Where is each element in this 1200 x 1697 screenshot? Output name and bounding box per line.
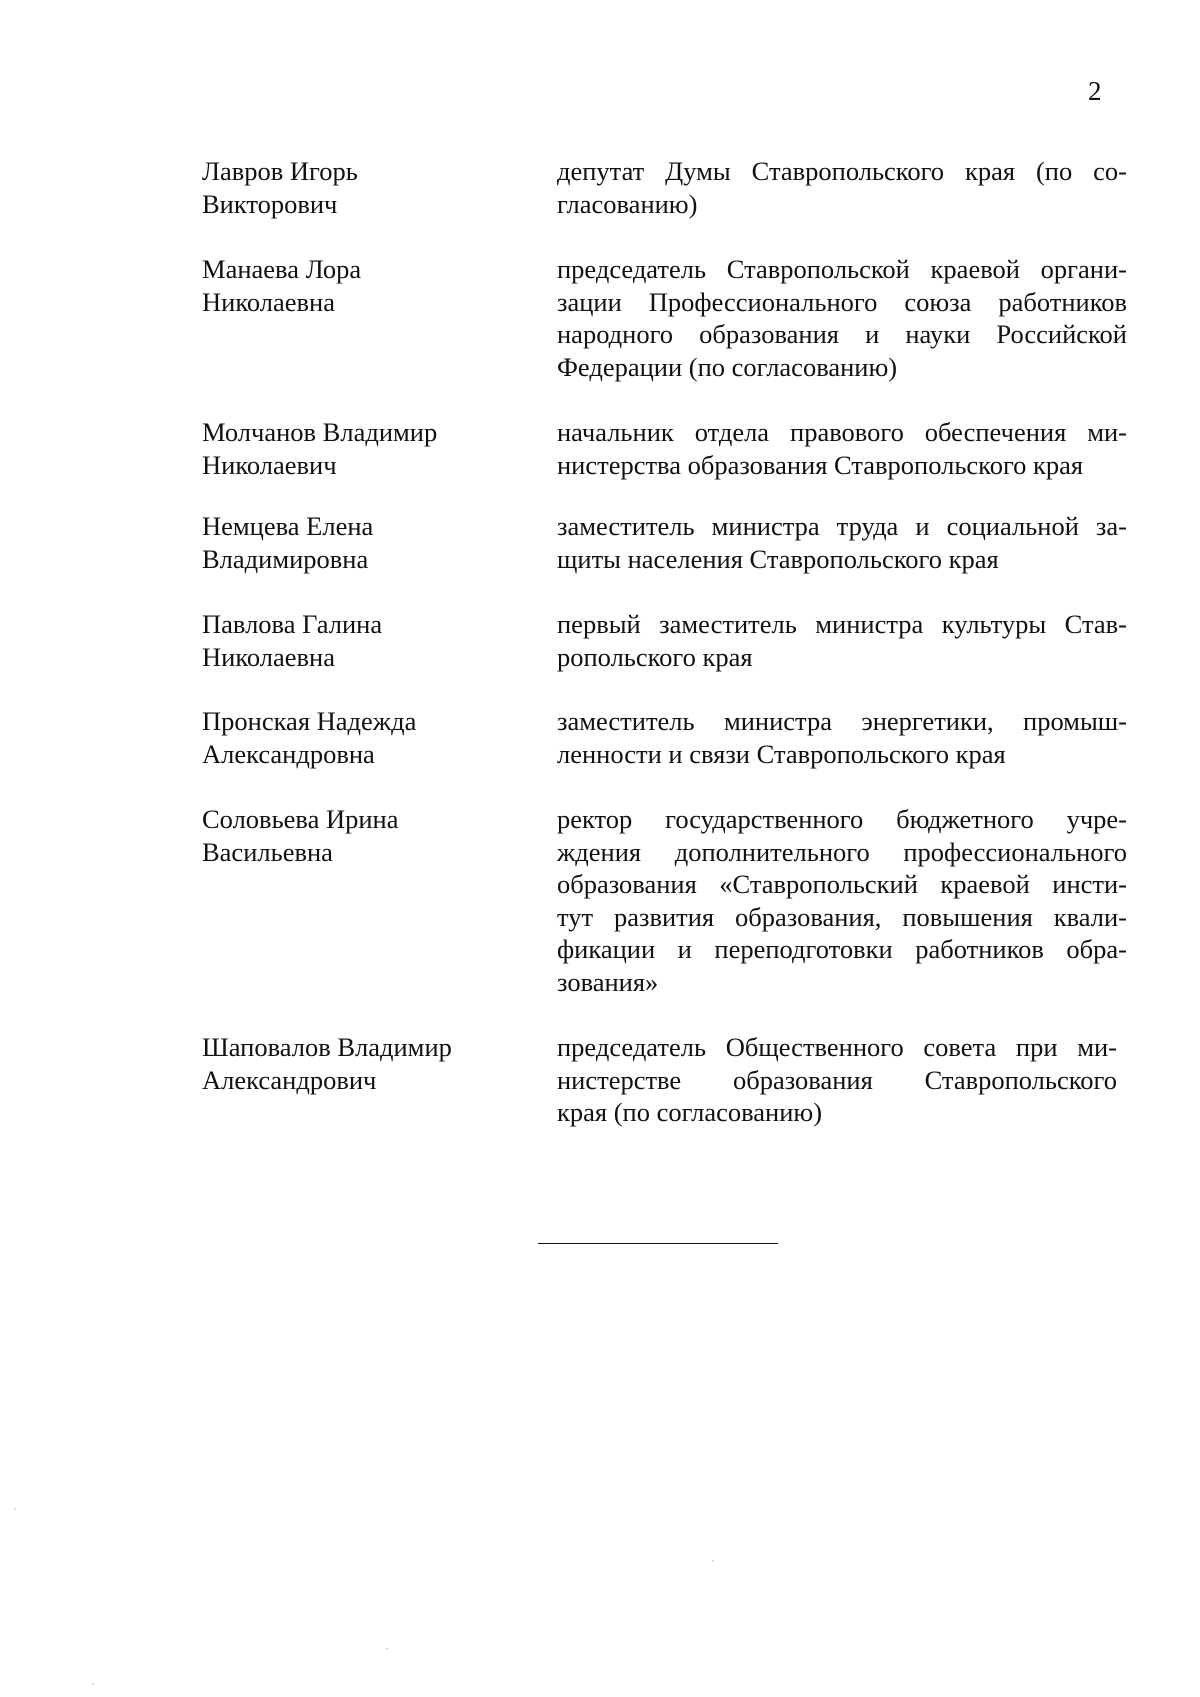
member-name-line: Лавров Игорь	[202, 156, 358, 186]
scan-speck	[14, 1508, 16, 1510]
member-role-line: фикации и переподготовки работников обра-	[557, 934, 1127, 964]
member-name-line: Александрович	[202, 1065, 377, 1095]
member-name-line: Николаевна	[202, 642, 335, 672]
member-role-line: ректор государственного бюджетного учре-	[557, 804, 1127, 834]
page-number: 2	[1088, 76, 1102, 106]
member-role-line: нистерстве образования Ставропольского	[557, 1064, 1117, 1095]
member-name	[202, 510, 532, 576]
member-name-line: Владимировна	[202, 544, 369, 574]
member-role-line: заместитель министра труда и социальной за-	[557, 511, 1127, 541]
member-role-line: председатель Общественного совета при ми-	[557, 1032, 1117, 1062]
member-name-line: Шаповалов Владимир	[202, 1032, 452, 1062]
member-name-line: Николаевна	[202, 287, 335, 317]
scan-speck	[386, 1648, 388, 1650]
member-role	[557, 1031, 1117, 1129]
member-role-line: зования»	[557, 966, 659, 997]
member-role-line: Федерации (по согласованию)	[557, 351, 898, 382]
member-role-line: края (по согласованию)	[557, 1097, 823, 1127]
member-name-line: Александровна	[202, 739, 375, 769]
member-role-line: народного образования и науки Российской	[557, 319, 1127, 349]
member-role-line: ленности и связи Ставропольского края	[557, 738, 1006, 769]
member-name	[202, 705, 532, 771]
member-role-line: зации Профессионального союза работников	[557, 286, 1127, 317]
member-role	[557, 416, 1127, 481]
member-role-line: депутат Думы Ставропольского края (по со-	[557, 156, 1127, 186]
member-name	[202, 155, 532, 221]
member-role-line: нистерства образования Ставропольского края	[557, 449, 1084, 480]
member-name	[202, 608, 532, 674]
member-role-line: гласованию)	[557, 188, 698, 219]
member-role	[557, 803, 1127, 998]
scan-speck	[92, 1683, 94, 1685]
closing-divider	[538, 1243, 778, 1244]
member-role-line: председатель Ставропольской краевой органи-	[557, 254, 1127, 284]
member-role	[557, 510, 1127, 575]
member-name-line: Павлова Галина	[202, 609, 383, 639]
member-role-line: образования «Ставропольский краевой инсти-	[557, 869, 1127, 899]
member-role-line: ропольского края	[557, 641, 753, 672]
member-name-line: Васильевна	[202, 837, 333, 867]
member-role	[557, 155, 1127, 220]
member-role	[557, 705, 1127, 770]
member-role-line: ждения дополнительного профессионального	[557, 836, 1127, 867]
member-name-line: Немцева Елена	[202, 511, 374, 541]
member-name	[202, 253, 532, 319]
member-role-line: начальник отдела правового обеспечения ми-	[557, 417, 1127, 447]
scan-speck	[712, 1560, 714, 1562]
member-name	[202, 803, 532, 869]
member-name-line: Молчанов Владимир	[202, 417, 438, 447]
member-role-line: первый заместитель министра культуры Став-	[557, 609, 1127, 639]
member-role	[557, 253, 1127, 383]
member-name-line: Соловьева Ирина	[202, 804, 399, 834]
member-role-line: щиты населения Ставропольского края	[557, 543, 999, 574]
member-role-line: заместитель министра энергетики, промыш-	[557, 706, 1127, 736]
member-name-line: Пронская Надежда	[202, 706, 417, 736]
member-name-line: Манаева Лора	[202, 254, 362, 284]
member-role-line: тут развития образования, повышения квали-	[557, 901, 1127, 932]
member-name-line: Николаевич	[202, 450, 337, 480]
member-name-line: Викторович	[202, 189, 338, 219]
member-name	[202, 416, 532, 482]
member-name	[202, 1031, 532, 1097]
member-role	[557, 608, 1127, 673]
